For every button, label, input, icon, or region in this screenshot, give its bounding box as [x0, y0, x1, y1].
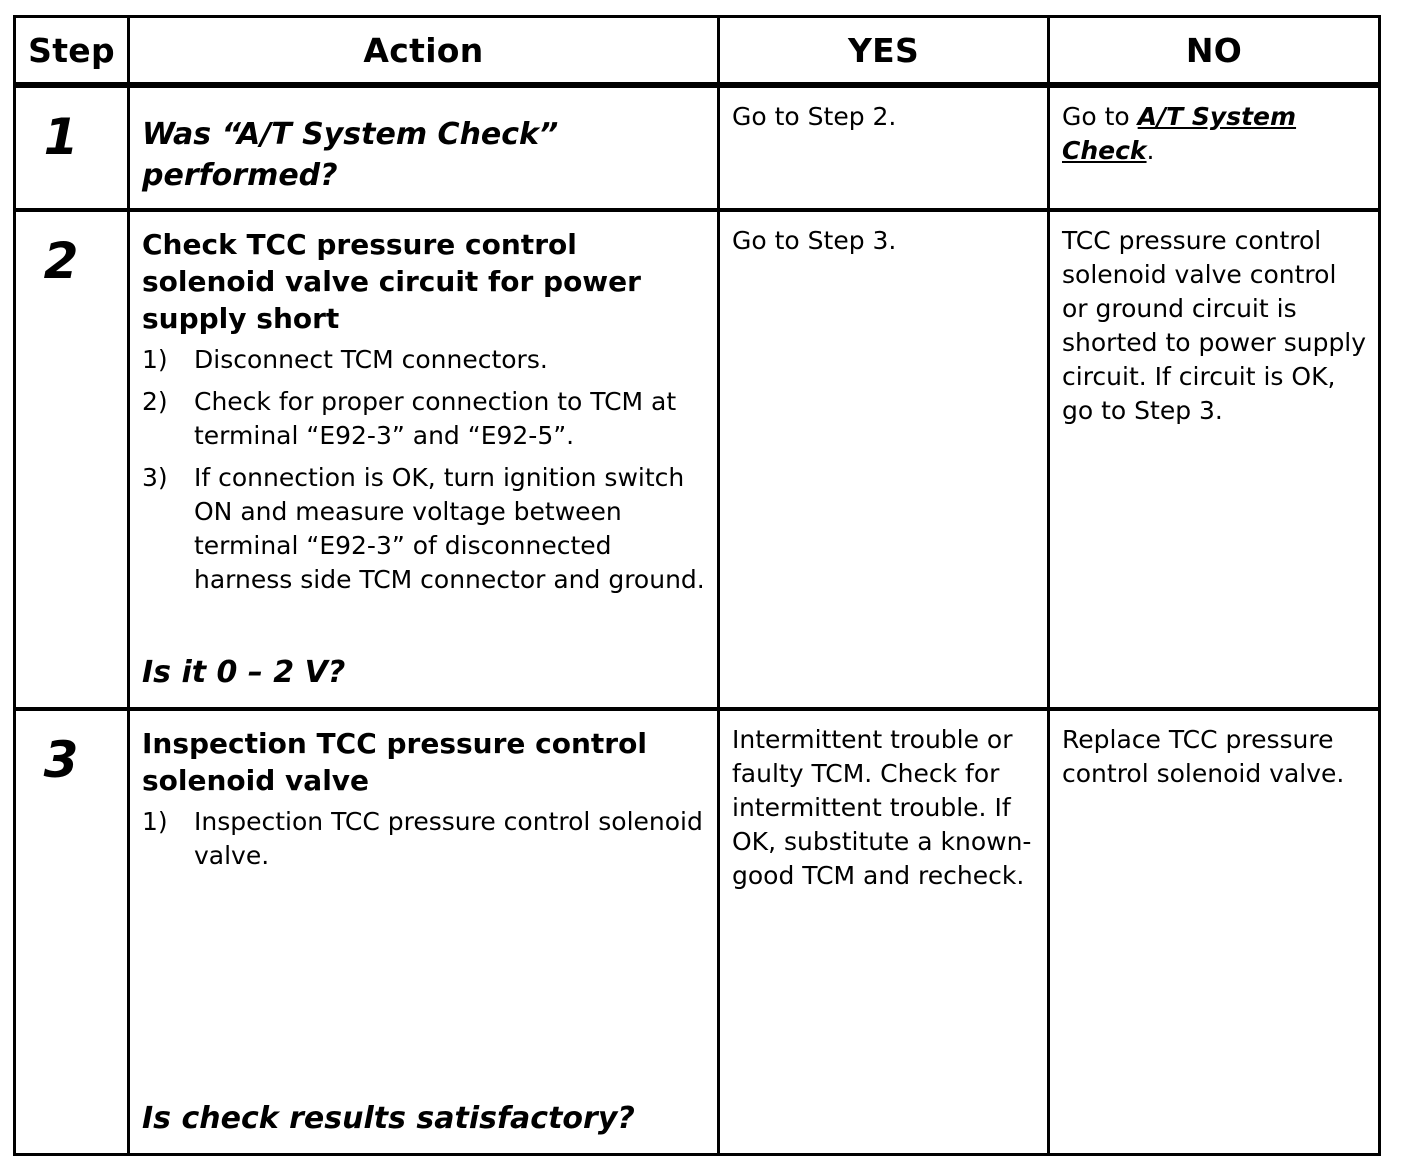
- substep-text: If connection is OK, turn ignition switch ON and measure voltage between terminal “E92-3” of disconnected harness side TCM connector and ground.: [194, 463, 705, 594]
- substep: [142, 805, 707, 873]
- step-heading: Inspection TCC pressure control solenoid valve: [142, 727, 647, 797]
- step-2-no: TCC pressure control solenoid valve control or ground circuit is shorted to power supply circuit. If circuit is OK, go to Step 3.: [1062, 226, 1367, 425]
- substep: [142, 385, 707, 453]
- step-3-no: Replace TCC pressure control solenoid valve.: [1062, 725, 1345, 788]
- step-1-yes: Go to Step 2.: [732, 102, 897, 131]
- header-yes: YES: [847, 30, 920, 70]
- substep: [142, 461, 707, 597]
- substep-number: 2): [142, 387, 168, 416]
- step-number: 3: [43, 731, 79, 789]
- substep-number: 1): [142, 345, 168, 374]
- substep-list: [142, 805, 707, 873]
- step-3-yes: Intermittent trouble or faulty TCM. Check for intermittent trouble. If OK, substitute a known-good TCM and recheck.: [732, 725, 1032, 890]
- header-no: NO: [1185, 30, 1243, 70]
- substep: [142, 343, 707, 377]
- step-heading: Check TCC pressure control solenoid valve circuit for power supply short: [142, 228, 641, 335]
- no-suffix: .: [1146, 136, 1155, 165]
- step-number: 1: [43, 108, 79, 166]
- step-question: Is it 0 – 2 V?: [142, 655, 346, 690]
- step-1-action: [130, 88, 717, 208]
- header-action: Action: [363, 30, 484, 70]
- substep-text: Inspection TCC pressure control solenoid valve.: [194, 807, 703, 870]
- substep-number: 3): [142, 463, 168, 492]
- no-prefix: Go to: [1062, 102, 1138, 131]
- step-question: Was “A/T System Check” performed?: [142, 117, 559, 193]
- step-2-action: [130, 212, 717, 707]
- substep-list: [142, 343, 707, 597]
- at-system-check-link[interactable]: A/T System Check: [1062, 102, 1297, 165]
- step-question: Is check results satisfactory?: [142, 1101, 635, 1136]
- header-step: Step: [28, 30, 115, 70]
- step-1-no: [1050, 88, 1378, 208]
- step-3-action: [130, 711, 717, 1153]
- substep-number: 1): [142, 807, 168, 836]
- step-2-yes: Go to Step 3.: [732, 226, 897, 255]
- substep-text: Check for proper connection to TCM at terminal “E92-3” and “E92-5”.: [194, 387, 677, 450]
- step-number: 2: [43, 232, 79, 290]
- substep-text: Disconnect TCM connectors.: [194, 345, 548, 374]
